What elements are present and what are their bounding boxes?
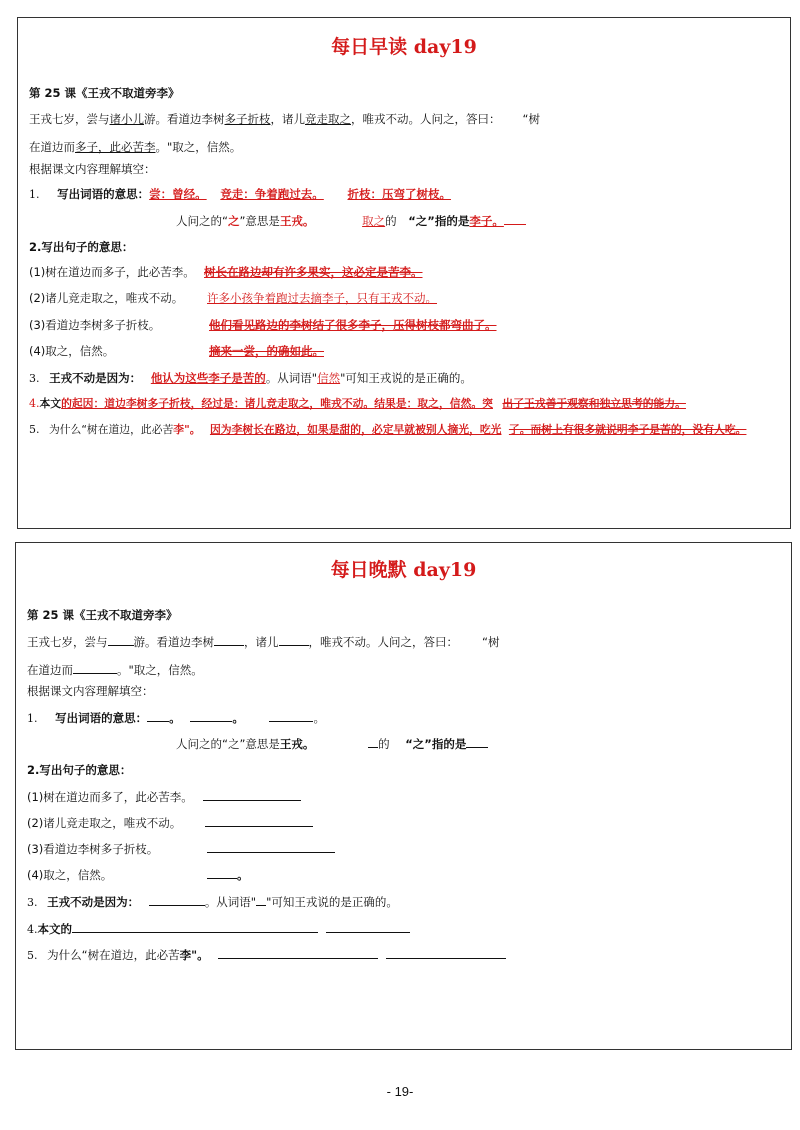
sentence-text: (4)取之，信然。 [27, 868, 113, 882]
sentence-3 [29, 317, 497, 333]
lesson-heading: 第 25 课《王戎不取道旁李》 [27, 608, 178, 622]
fill-blank[interactable] [368, 735, 378, 748]
fill-blank[interactable] [108, 633, 134, 646]
underlined-word: 竞走取之 [305, 112, 351, 126]
question-number: 4. [27, 923, 38, 936]
answer: 的起因：道边李树多子折枝，经过是：诸儿竞走取之，唯戎不动。结果是：取之，信然。突 [61, 397, 493, 410]
sentence-text: (4)取之，信然。 [29, 344, 115, 358]
passage-line-1 [27, 633, 499, 650]
text: “之”指的是 [408, 214, 470, 228]
text: 李"。 [173, 423, 201, 436]
text: 。"取之，信然。 [155, 140, 242, 154]
sentence-text: (3)看道边李树多子折枝。 [29, 318, 161, 332]
underlined-word: 多子，此必苦李 [75, 140, 156, 154]
text: “树 [482, 635, 500, 649]
sentence-text: (2)诸儿竞走取之，唯戎不动。 [27, 816, 182, 830]
sentence-3 [27, 840, 335, 857]
question-4 [29, 396, 686, 412]
underlined-word: 多子折枝 [224, 112, 271, 126]
answer: 他们看见路边的李树结了很多李子，压得树枝都弯曲了。 [209, 318, 497, 332]
sentence-1 [27, 788, 301, 805]
instruction: 根据课文内容理解填空： [29, 162, 156, 176]
text: 为什么“树在道边，此必苦 [47, 948, 180, 962]
fill-blank[interactable] [279, 633, 309, 646]
evening-dictation-panel [15, 542, 792, 1050]
text: 。 [169, 711, 181, 725]
answer: 了。而树上有很多就说明李子是苦的，没有人吃。 [508, 423, 747, 436]
answer: 取之 [362, 214, 386, 228]
fill-blank[interactable] [73, 661, 117, 674]
question-number: 3. [27, 896, 38, 909]
text: 。从词语" [265, 371, 318, 385]
answer: 之 [227, 214, 240, 228]
text: 在道边而 [29, 140, 75, 154]
text: 王戎七岁，尝与 [29, 112, 110, 126]
passage-line-2 [29, 139, 241, 155]
fill-blank[interactable] [256, 893, 266, 906]
text: ，唯戎不动。人问之，答曰： [308, 635, 458, 649]
sentence-4 [27, 866, 249, 883]
text: “之”指的是 [405, 737, 467, 751]
question-number: 1. [29, 188, 40, 201]
answer-line[interactable] [326, 920, 410, 933]
sentence-4 [29, 343, 324, 359]
answer: 树长在路边却有许多果实，这必定是苦李。 [204, 265, 423, 279]
text: 游。看道边李树 [133, 635, 214, 649]
question-number: 5. [29, 423, 40, 436]
answer: 折枝：压弯了树枝。 [347, 187, 451, 201]
answer: 出了王戎善于观察和独立思考的能力。 [502, 397, 686, 410]
question-label: 写出词语的意思： [55, 711, 148, 725]
answer-underline [504, 212, 526, 225]
text: ，诸儿 [244, 635, 279, 649]
fill-blank[interactable] [147, 709, 169, 722]
answer: 摘来一尝，的确如此。 [209, 344, 324, 358]
underlined-word: 诸小儿 [109, 112, 144, 126]
text: 。从词语" [204, 895, 257, 909]
text: 王戎。 [279, 737, 315, 751]
sentence-text: (2)诸儿竞走取之，唯戎不动。 [29, 291, 184, 305]
question-3 [29, 370, 472, 387]
question-number: 4. [29, 397, 40, 410]
text: 的 [385, 214, 397, 228]
sentence-1 [29, 264, 423, 280]
text: 人问之的“之”意思是 [176, 737, 280, 751]
question-1b [176, 735, 488, 752]
question-1 [29, 186, 451, 203]
question-label: 本文 [39, 397, 62, 410]
fill-blank[interactable] [149, 893, 205, 906]
text: 。 [237, 868, 249, 882]
question-2-heading: 2.写出句子的意思： [27, 763, 132, 777]
question-1b [176, 212, 526, 229]
answer: 尝：曾经。 [149, 187, 207, 201]
text: "可知王戎说的是正确的。 [266, 895, 398, 909]
text: ，诸儿 [270, 112, 305, 126]
question-1 [27, 709, 325, 727]
answer-line[interactable] [72, 920, 318, 933]
answer: 竞走：争着跑过去。 [220, 187, 324, 201]
fill-blank[interactable] [190, 709, 232, 722]
question-4 [27, 920, 410, 938]
fill-blank[interactable] [466, 735, 488, 748]
answer-line[interactable] [205, 814, 313, 827]
answer: 信然 [317, 371, 341, 385]
text: ”意思是 [239, 214, 280, 228]
passage-line-1 [29, 111, 540, 127]
answer-line[interactable] [207, 840, 335, 853]
question-5 [27, 946, 506, 964]
question-label: 王戎不动是因为： [49, 371, 142, 385]
morning-title: 每日早读 day19 [331, 36, 477, 58]
text: 为什么“树在道边，此必苦 [48, 423, 174, 436]
answer: 许多小孩争着跑过去摘李子，只有王戎不动。 [207, 291, 437, 305]
answer: 他认为这些李子是苦的 [150, 371, 266, 385]
sentence-text: (1)树在道边而多子，此必苦李。 [29, 265, 195, 279]
text: "可知王戎说的是正确的。 [340, 371, 472, 385]
question-label: 写出词语的意思： [57, 187, 150, 201]
fill-blank[interactable] [214, 633, 244, 646]
answer: 王戎。 [279, 214, 315, 228]
sentence-text: (3)看道边李树多子折枝。 [27, 842, 159, 856]
morning-reading-panel [17, 17, 791, 529]
text: “树 [522, 112, 540, 126]
lesson-heading: 第 25 课《王戎不取道旁李》 [29, 86, 180, 100]
question-5 [29, 422, 746, 438]
answer: 李子。 [469, 214, 504, 228]
text: 王戎七岁，尝与 [27, 635, 108, 649]
answer: 因为李树长在路边，如果是甜的，必定早就被别人摘光，吃光 [209, 423, 502, 436]
instruction: 根据课文内容理解填空： [27, 684, 154, 698]
answer-line[interactable] [207, 866, 237, 879]
evening-title: 每日晚默 day19 [330, 559, 477, 581]
question-number: 3. [29, 372, 40, 385]
page-number: - 19- [386, 1084, 414, 1099]
sentence-text: (1)树在道边而多了，此必苦李。 [27, 790, 193, 804]
question-label: 王戎不动是因为： [47, 895, 140, 909]
text: 。 [232, 711, 244, 725]
text: 。 [313, 711, 325, 725]
question-label: 本文的 [37, 922, 72, 936]
sentence-2 [29, 290, 437, 306]
fill-blank[interactable] [269, 709, 313, 722]
question-3 [27, 893, 398, 911]
text: 。"取之，信然。 [117, 663, 203, 677]
question-number: 5. [27, 949, 38, 962]
text: 在道边而 [27, 663, 73, 677]
text: ，唯戎不动。人问之，答曰： [351, 112, 501, 126]
text: 人问之的“ [176, 214, 228, 228]
sentence-2 [27, 814, 313, 831]
answer-line[interactable] [218, 946, 378, 959]
text: 游。看道边李树 [144, 112, 225, 126]
passage-line-2 [27, 661, 203, 678]
answer-line[interactable] [386, 946, 506, 959]
question-2-heading: 2.写出句子的意思： [29, 240, 134, 254]
text: 李"。 [179, 948, 209, 962]
question-number: 1. [27, 712, 38, 725]
answer-line[interactable] [203, 788, 301, 801]
text: 的 [378, 737, 390, 751]
